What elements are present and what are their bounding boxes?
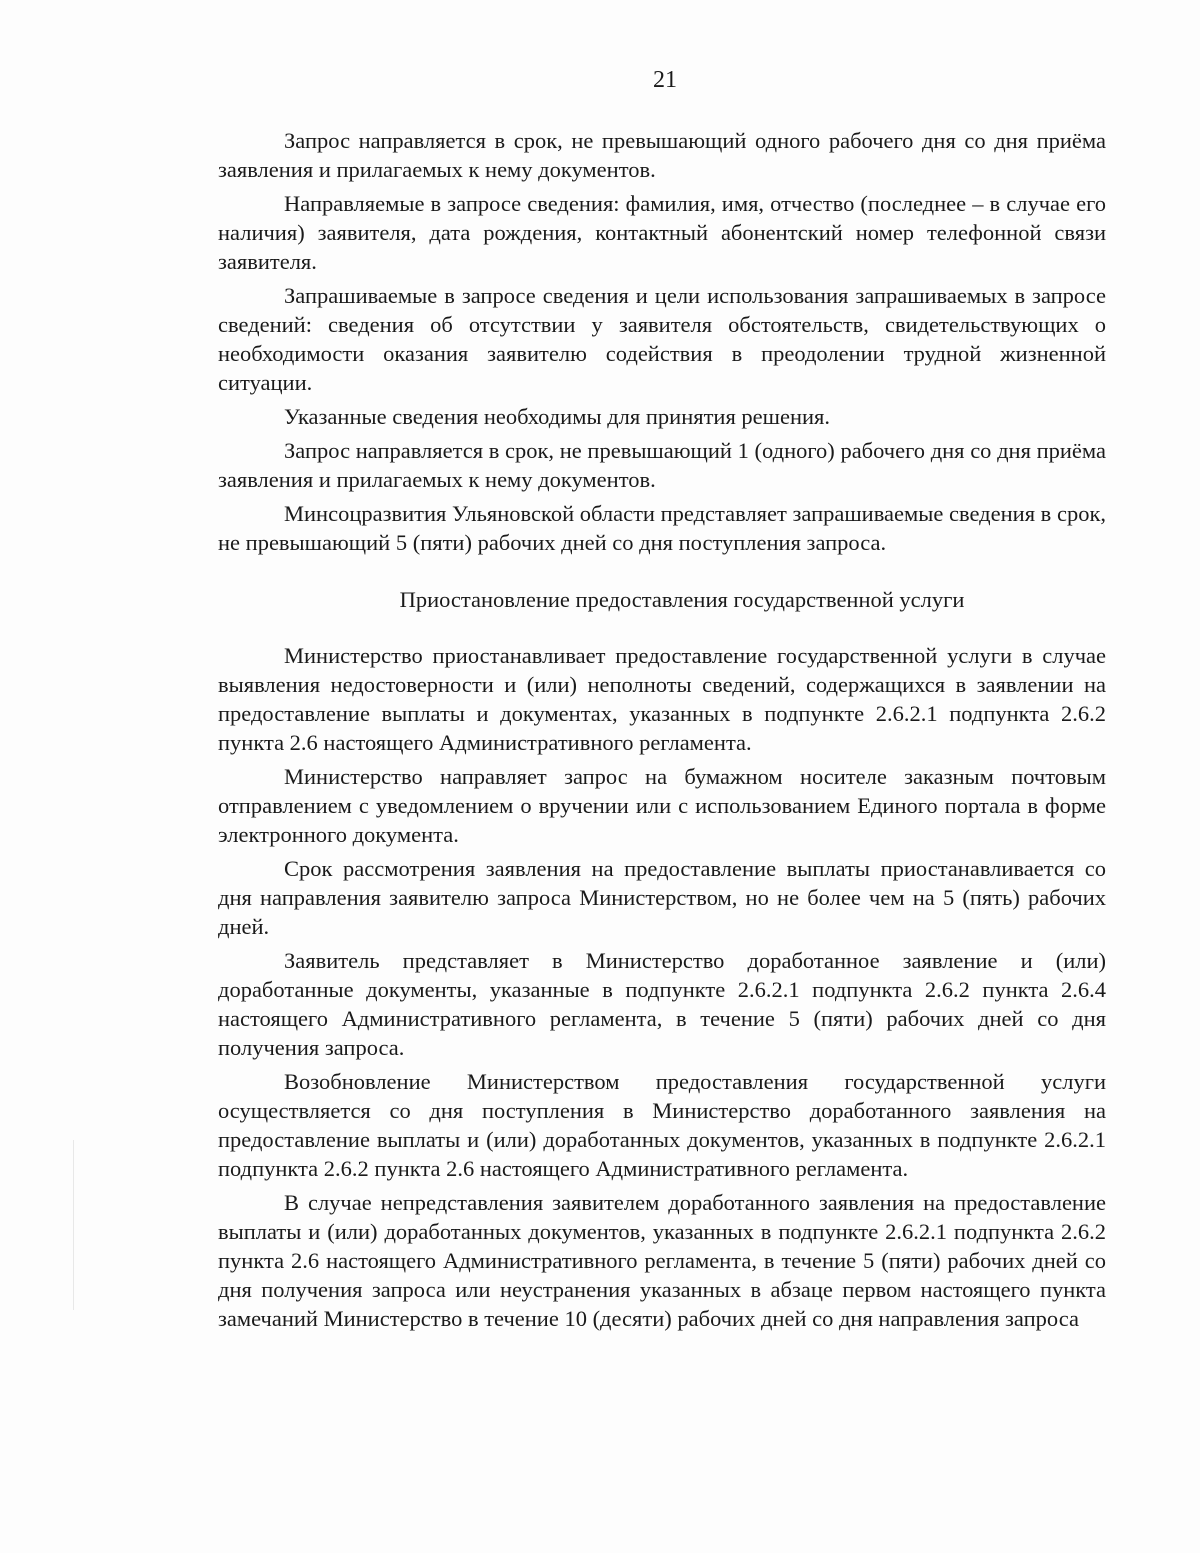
paragraph: Указанные сведения необходимы для принятия решения. xyxy=(284,404,831,429)
paragraph: Заявитель представляет в Министерство доработанное заявление и (или) доработанные документы, указанные в подпункте 2.6.2.1 подпункта 2.6.2 пункта 2.6.4 настоящего Административного регламента, в течение 5 (пяти) рабочих дней со дня получения запроса. xyxy=(218,948,1106,1060)
section-heading: Приостановление предоставления государственной услуги xyxy=(399,587,965,612)
paragraph: Министерство приостанавливает предоставление государственной услуги в случае выявления недостоверности и (или) неполноты сведений, содержащихся в заявлении на предоставление выплаты и документах, указанных в подпункте 2.6.2.1 подпункта 2.6.2 пункта 2.6 настоящего Административного регламента. xyxy=(218,643,1106,755)
page-number: 21 xyxy=(653,67,677,93)
paragraph: Запрос направляется в срок, не превышающий одного рабочего дня со дня приёма заявления и прилагаемых к нему документов. xyxy=(218,128,1106,182)
paragraph: Срок рассмотрения заявления на предоставление выплаты приостанавливается со дня направления заявителю запроса Министерством, но не более чем на 5 (пять) рабочих дней. xyxy=(218,856,1106,939)
paragraph: Запрашиваемые в запросе сведения и цели использования запрашиваемых в запросе сведений: сведения об отсутствии у заявителя обстоятельств, свидетельствующих о необходимости оказания заявителю содействия в преодолении трудной жизненной ситуации. xyxy=(218,283,1106,395)
paragraph: Возобновление Министерством предоставления государственной услуги осуществляется со дня поступления в Министерство доработанного заявления на предоставление выплаты и (или) доработанных документов, указанных в подпункте 2.6.2.1 подпункта 2.6.2 пункта 2.6 настоящего Административного регламента. xyxy=(218,1069,1106,1181)
paragraph: Запрос направляется в срок, не превышающий 1 (одного) рабочего дня со дня приёма заявления и прилагаемых к нему документов. xyxy=(218,438,1106,492)
paragraph: Минсоцразвития Ульяновской области представляет запрашиваемые сведения в срок, не превышающий 5 (пяти) рабочих дней со дня поступления запроса. xyxy=(218,501,1106,555)
paragraph: Министерство направляет запрос на бумажном носителе заказным почтовым отправлением с уведомлением о вручении или с использованием Единого портала в форме электронного документа. xyxy=(218,764,1106,847)
scan-artifact-line xyxy=(73,1140,74,1310)
paragraph: Направляемые в запросе сведения: фамилия, имя, отчество (последнее – в случае его наличия) заявителя, дата рождения, контактный абонентский номер телефонной связи заявителя. xyxy=(218,191,1106,274)
paragraph: В случае непредставления заявителем доработанного заявления на предоставление выплаты и (или) доработанных документов, указанных в подпункте 2.6.2.1 подпункта 2.6.2 пункта 2.6 настоящего Административного регламента, в течение 5 (пяти) рабочих дней со дня получения запроса или неустранения указанных в абзаце первом настоящего пункта замечаний Министерство в течение 10 (десяти) рабочих дней со дня направления запроса xyxy=(218,1190,1106,1331)
document-body xyxy=(218,126,1106,1338)
